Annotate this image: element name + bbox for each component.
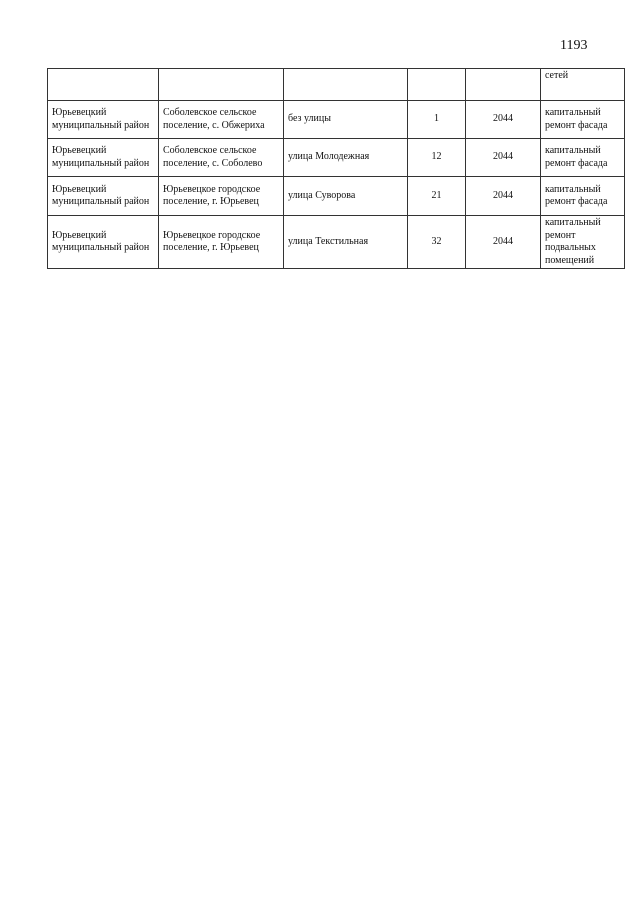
settlement-cell: Соболевское сельское поселение, с. Обжериха <box>159 101 284 139</box>
year-cell: 2044 <box>466 101 541 139</box>
street-cell: улица Текстильная <box>284 216 408 269</box>
table-row-continuation <box>48 69 625 101</box>
house-cell <box>408 69 466 101</box>
work-type-cell: капитальный ремонт фасада <box>541 177 625 216</box>
street-cell <box>284 69 408 101</box>
table-row <box>48 139 625 177</box>
year-cell: 2044 <box>466 216 541 269</box>
street-cell: улица Суворова <box>284 177 408 216</box>
house-cell: 32 <box>408 216 466 269</box>
work-type-cell: капитальный ремонт фасада <box>541 101 625 139</box>
settlement-cell: Юрьевецкое городское поселение, г. Юрьевец <box>159 216 284 269</box>
street-cell: улица Молодежная <box>284 139 408 177</box>
house-cell: 12 <box>408 139 466 177</box>
house-cell: 1 <box>408 101 466 139</box>
work-type-cell: капитальный ремонт фасада <box>541 139 625 177</box>
work-type-cell: сетей <box>541 69 625 101</box>
settlement-cell: Соболевское сельское поселение, с. Соболево <box>159 139 284 177</box>
district-cell: Юрьевецкий муниципальный район <box>48 216 159 269</box>
work-type-cell: капитальный ремонт подвальных помещений <box>541 216 625 269</box>
repair-schedule-table <box>47 68 625 269</box>
district-cell: Юрьевецкий муниципальный район <box>48 177 159 216</box>
year-cell <box>466 69 541 101</box>
district-cell: Юрьевецкий муниципальный район <box>48 101 159 139</box>
house-cell: 21 <box>408 177 466 216</box>
year-cell: 2044 <box>466 139 541 177</box>
table-row <box>48 177 625 216</box>
table-row <box>48 216 625 269</box>
table-row <box>48 101 625 139</box>
street-cell: без улицы <box>284 101 408 139</box>
district-cell: Юрьевецкий муниципальный район <box>48 139 159 177</box>
page-number: 1193 <box>560 38 588 53</box>
year-cell: 2044 <box>466 177 541 216</box>
district-cell <box>48 69 159 101</box>
settlement-cell: Юрьевецкое городское поселение, г. Юрьевец <box>159 177 284 216</box>
settlement-cell <box>159 69 284 101</box>
